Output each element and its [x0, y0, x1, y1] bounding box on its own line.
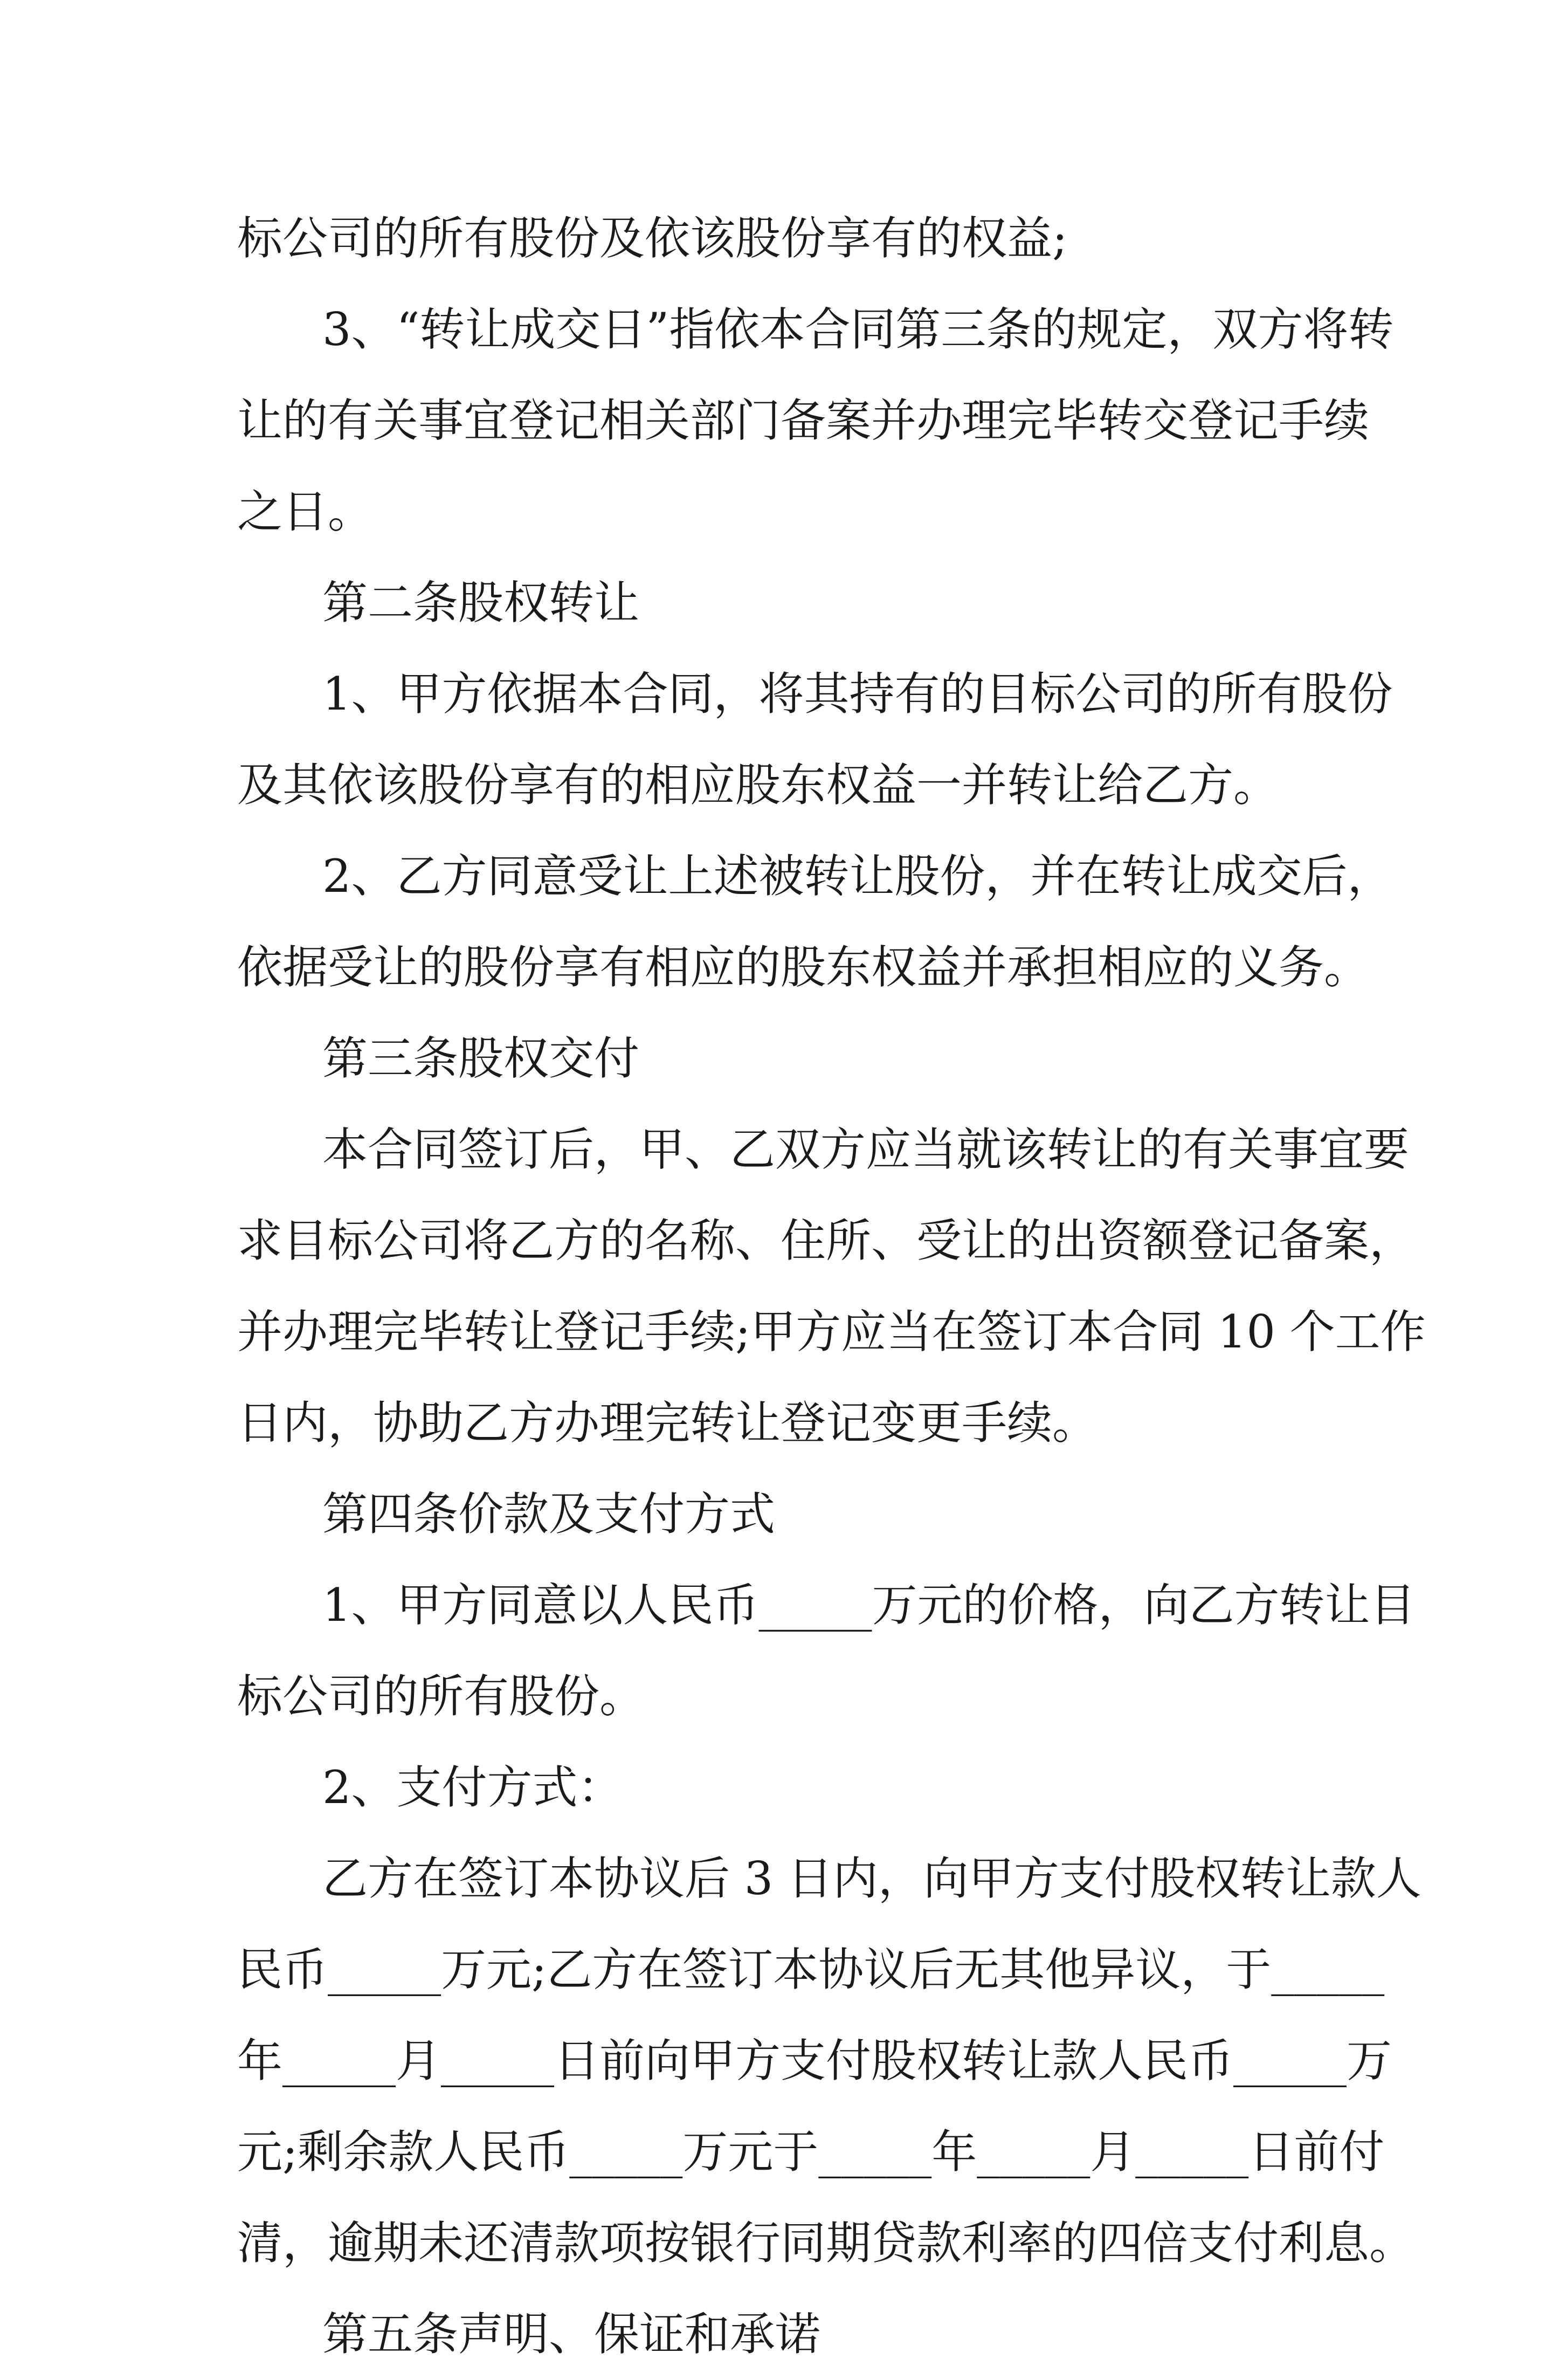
text-line-16: 1、甲方同意以人民币_____万元的价格，向乙方转让目	[322, 1579, 1416, 1632]
text-line-11: 本合同签订后，甲、乙双方应当就该转让的有关事宜要	[322, 1123, 1410, 1176]
text-line-19: 乙方在签订本协议后 3 日内，向甲方支付股权转让款人	[322, 1852, 1421, 1905]
text-line-4: 之日。	[237, 485, 374, 538]
section-heading-2: 第二条股权转让	[322, 576, 640, 629]
text-line-12: 求目标公司将乙方的名称、住所、受让的出资额登记备案，	[237, 1214, 1415, 1267]
text-line-2: 3、“转让成交日”指依本合同第三条的规定，双方将转	[322, 303, 1394, 356]
text-line-7: 及其依该股份享有的相应股东权益一并转让给乙方。	[237, 759, 1279, 811]
text-line-22: 元;剩余款人民币_____万元于_____年_____月_____日前付	[237, 2126, 1385, 2178]
section-heading-3: 第三条股权交付	[322, 1032, 640, 1085]
text-line-8: 2、乙方同意受让上述被转让股份，并在转让成交后，	[322, 850, 1393, 903]
text-line-14: 日内，协助乙方办理完转让登记变更手续。	[237, 1397, 1098, 1449]
section-heading-5: 第五条声明、保证和承诺	[322, 2308, 821, 2361]
text-line-18: 2、支付方式：	[322, 1761, 623, 1814]
text-line-13: 并办理完毕转让登记手续;甲方应当在签订本合同 10 个工作	[237, 1305, 1426, 1358]
text-line-3: 让的有关事宜登记相关部门备案并办理完毕转交登记手续	[237, 394, 1370, 447]
text-line-21: 年_____月_____日前向甲方支付股权转让款人民币_____万	[237, 2034, 1392, 2087]
text-line-9: 依据受让的股份享有相应的股东权益并承担相应的义务。	[237, 941, 1370, 994]
text-line-17: 标公司的所有股份。	[237, 1670, 645, 1723]
text-line-1: 标公司的所有股份及依该股份享有的权益;	[237, 212, 1068, 265]
text-line-6: 1、甲方依据本合同，将其持有的目标公司的所有股份	[322, 668, 1393, 720]
text-line-20: 民币_____万元;乙方在签订本协议后无其他异议，于_____	[237, 1943, 1385, 1996]
text-line-23: 清，逾期未还清款项按银行同期贷款利率的四倍支付利息。	[237, 2217, 1415, 2269]
section-heading-4: 第四条价款及支付方式	[322, 1488, 776, 1540]
document-page	[237, 193, 1426, 2380]
